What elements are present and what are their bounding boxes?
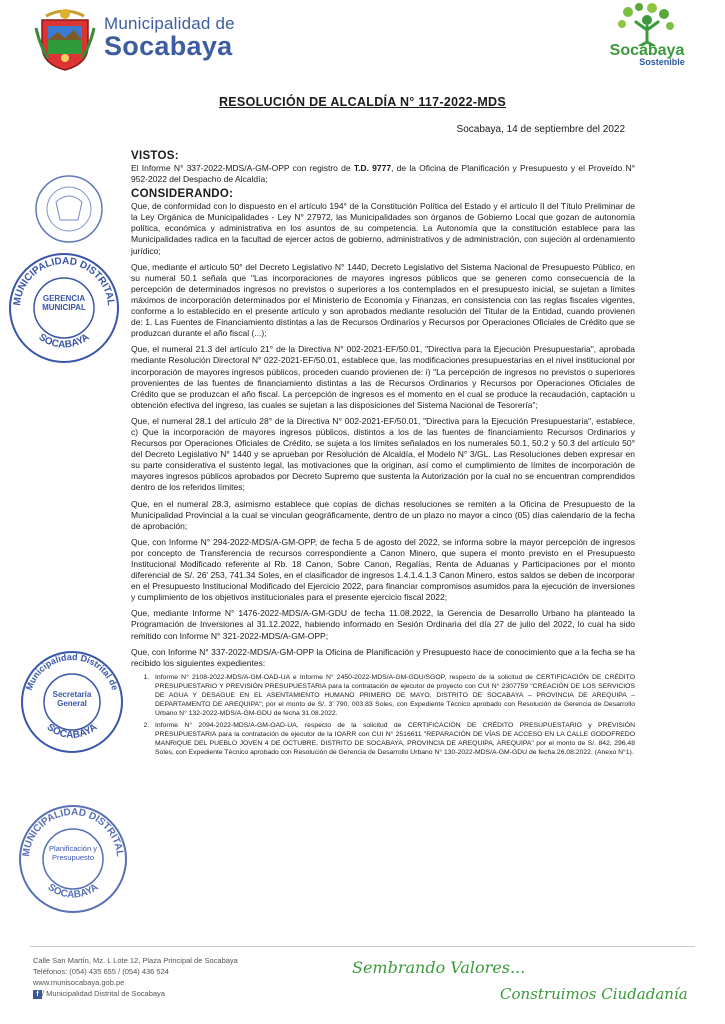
considerando-heading: CONSIDERANDO: xyxy=(131,188,234,201)
considerando-paragraph: Que, el numeral 28.1 del artículo 28° de la Directiva N° 002-2021-EF/50.01, "Directiva para la Ejecución Presupuestaria", establece, c) Que la incorporación de mayores ingresos públicos, distintos a los de las fuentes de financiamiento Recursos Ordinarios y Recursos por Operaciones Oficiales de Crédito, se sujeta a los límites señalados en los numerales 50.1, 50.2 y 50.3 del artículo 50° del Decreto Legislativo N° 1440 y se aprueban por Resolución de Alcaldía, el Modelo N° 3/GL. Las Resoluciones deben expresar en su parte considerativa el sustento legal, las motivaciones que la originan, así como el cumplimiento de límites de incorporación de mayores ingresos públicos aprobados por Decreto Supremo que sustenta la Autorización por la cual no se encuentran comprendidos dentro de los referidos límites; xyxy=(131,415,635,493)
gerencia-stamp-bottom: SOCABAYA xyxy=(36,331,92,351)
resolution-date: Socabaya, 14 de septiembre del 2022 xyxy=(456,124,625,135)
svg-text:SOCABAYA xyxy=(46,882,101,901)
considerando-paragraph: Que, con Informe N° 294-2022-MDS/A-GM-OPP, de fecha 5 de agosto del 2022, se informa sobre la mayor percepción de ingresos por concepto de Transferencia de recursos correspondiente a Canon Minero, que supera el monto previsto en el Presupuesto Institucional Modificado referente al Rb. 18 Canon, Sobre Canon, Regalías, Renta de Aduanas y Participaciones por el monto diferencial de S/. 26' 253, 741.34 Soles, en el clasificador de ingresos 1.4.1.4.1.3 Canon Minero, estos saldos se deben de incorporar en el Presupuesto Institucional Modificado del Ejercicio 2022, para financiar compromisos asumidos para la ejecución de inversiones y cumplimiento de los objetivos institucionales para el presente ejercicio fiscal 2022; xyxy=(131,536,635,603)
footer-slogan-1: Sembrando Valores... xyxy=(352,958,526,977)
considerando-paragraph: Que, de conformidad con lo dispuesto en el artículo 194° de la Constitución Política del Estado y el artículo II del Título Preliminar de la Ley Orgánica de Municipalidades - Ley N° 27972, las Municipalidades son órganos de Gobierno Local que gozan de autonomía política, económica y administrativa en los asuntos de su competencia. La Autonomía que la constitución establece para las Municipalidades radica en la facultad de ejercer actos de gobierno, administrativos y de administración, con sujeción al ordenamiento jurídico; xyxy=(131,201,635,256)
footer-address: Calle San Martín, Mz. L Lote 12, Plaza Principal de Socabaya xyxy=(33,956,238,965)
planif-stamp-top: MUNICIPALIDAD DISTRITAL xyxy=(20,806,126,858)
footer-contact xyxy=(33,955,238,999)
secretaria-stamp-bottom: SOCABAYA xyxy=(44,721,100,741)
socabaya-sostenible-logo xyxy=(588,2,706,78)
svg-text:Municipalidad Distrital de xyxy=(24,652,120,692)
gerencia-municipal-stamp xyxy=(4,248,124,373)
brand-right-name: Socabaya xyxy=(609,42,685,59)
expediente-item: 2. Informe N° 2094-2022-MDS/A-GM-OAD-UA, respecto de la solicitud de CERTIFICACIÓN DE CRÉDITO PRESUPUESTARIO y PREVISIÓN PRESUPUESTARIA para la contratación de ejecutor de la IOARR con CUI N° 2516611 "REPARACIÓN DE VÍAS DE ACCESO EN LA CALLE GODOFREDO MANRIQUE DEL PUEBLO JOVEN 4 DE OCTUBRE, DISTRITO DE SOCABAYA, PROVINCIA DE AREQUIPA, AREQUIPA" por el monto de S/. 842, 296.48 Soles, con Expediente Técnico aprobado con Resolución de Gerencia de Desarrollo Urbano N° 130-2022-MDS/A-GM-GDU de fecha 26.08.2022. (Anexo N°1). xyxy=(151,721,635,757)
vistos-heading: VISTOS: xyxy=(131,150,179,162)
svg-text:SOCABAYA xyxy=(37,332,92,351)
resolution-body xyxy=(131,150,635,760)
expediente-item: 1. Informe N° 2108-2022-MDS/A-GM-OAD-UA e Informe N° 2450-2022-MDS/A-GM-GDU/SGOP, respecto de la solicitud de CERTIFICACIÓN DE CRÉDITO PRESUPUESTARIO Y PREVISIÓN PRESUPUESTARIA para la contratación de ejecutor de proyecto con CUI N° 2307759 "CREACIÓN DE LOS SERVICIOS DE AGUA Y DESAGUE EN EL ASENTAMIENTO HUMANO PRIMERO DE MAYO, DISTRITO DE SOCABAYA – PROVINCIA DE AREQUIPA – DEPARTAMENTO DE AREQUIPA"; por el monto de S/. 3' 790, 003.83 Soles, con Expediente Técnico aprobado con Resolución de Gerencia de Desarrollo Urbano N° 132-2022-MDS/A-GM-GDU de fecha 31.08.2022. xyxy=(151,673,635,718)
considerando-paragraph: Que, mediante Informe N° 1476-2022-MDS/A-GM-GDU de fecha 11.08.2022, la Gerencia de Desarrollo Urbano ha planteado la Programación de Inversiones al 31.12.2022, habiendo informado en Sesión Ordinaria del día 27 de julio del 2022, lo cual ha sido remitido con Informe N° 321-2022-MDS/A-GM-OPP; xyxy=(131,608,635,641)
footer-phones: Teléfonos: (054) 435 655 / (054) 436 524 xyxy=(33,967,169,976)
considerando-paragraph: Que, mediante el artículo 50° del Decreto Legislativo N° 1440, Decreto Legislativo del Sistema Nacional de Presupuesto Público, en su numeral 50.1 señala que "Las incorporaciones de mayores ingresos públicos que se generen como consecuencia de la percepción de determinados ingresos no previstos o superiores a los contemplados en el presupuesto inicial, se sujetan a límites máximos de incorporación determinados por el Ministerio de Economía y Finanzas, en consistencia con las reglas fiscales vigentes, conforme a lo establecido en el presente artículo y son aprobados mediante resolución del Titular de la Entidad, cuando provienen de: 1. Las Fuentes de Financiamiento distintas a las de Recursos Ordinarios y Recursos por Operaciones Oficiales de Crédito que se produzcan durante el año fiscal (...); xyxy=(131,261,635,339)
header-line1: Municipalidad de xyxy=(104,14,235,33)
considerando-paragraph: Que, con Informe N° 337-2022-MDS/A-GM-OPP la Oficina de Planificación y Presupuesto hace de conocimiento que a la fecha se ha recibido los siguientes expedientes: xyxy=(131,646,635,668)
secretaria-stamp-mid: Secretaría General xyxy=(52,690,92,708)
expedientes-list xyxy=(131,673,635,757)
municipal-crest-logo xyxy=(34,6,96,72)
secretaria-general-stamp xyxy=(16,646,128,763)
facebook-icon: f xyxy=(33,990,42,999)
vistos-paragraph: El Informe N° 337-2022-MDS/A-GM-OPP con registro de T.D. 9777, de la Oficina de Planificación y Presupuesto y el Proveído N° 952-2022 del Despacho de Alcaldía; xyxy=(131,163,635,185)
small-seal-stamp xyxy=(32,172,106,251)
brand-right-sub: Sostenible xyxy=(639,57,685,67)
planif-stamp-bottom: SOCABAYA xyxy=(45,881,101,901)
header-line2: Socabaya xyxy=(104,31,233,61)
considerando-paragraph: Que, el numeral 21.3 del artículo 21° de la Directiva N° 002-2021-EF/50.01, "Directiva para la Ejecución Presupuestaria", aprobada mediante Resolución Directoral N° 022-2021-EF/50.01, establece que, las modificaciones presupuestarias en el nivel institucional por incorporación de mayores ingresos públicos, proceden cuando provienen de: i) "La percepción de ingresos no previstos o superiores provenientes de las fuentes de financiamiento distintas a las de Recursos Ordinarios y Recursos por Operaciones Oficiales de Crédito que se produzcan el año fiscal. La percepción de ingresos es el momento en el cual se produce la recaudación, captación u obtención efectiva del ingreso, las cuales se sujetan a las disposiciones del Sistema Nacional de Tesorería"; xyxy=(131,344,635,410)
considerando-paragraph: Que, en el numeral 28.3, asimismo establece que copias de dichas resoluciones se remiten a la Oficina de Presupuesto de la Municipalidad Provincial a la cual se vinculan geográficamente, dentro de un plazo no mayor a cinco (05) días calendario de la fecha de aprobación; xyxy=(131,498,635,531)
svg-text:SOCABAYA xyxy=(45,722,100,741)
footer-slogan-2: Construimos Ciudadanía xyxy=(500,985,688,1003)
secretaria-stamp-top: Municipalidad Distrital de xyxy=(23,651,121,692)
resolution-title: RESOLUCIÓN DE ALCALDÍA N° 117-2022-MDS xyxy=(218,95,507,109)
footer-social[interactable]: f / Municipalidad Distrital de Socabaya xyxy=(33,988,238,999)
header-municipality-name xyxy=(104,14,235,62)
footer-web[interactable]: www.munisocabaya.gob.pe xyxy=(33,978,125,987)
tree-figure-icon xyxy=(612,2,682,46)
planificacion-presupuesto-stamp xyxy=(14,800,132,923)
gerencia-stamp-mid: GERENCIA MUNICIPAL xyxy=(42,294,86,312)
planif-stamp-mid: Planificación y Presupuesto xyxy=(49,844,97,862)
gerencia-stamp-top: MUNICIPALIDAD DISTRITAL xyxy=(11,255,117,307)
footer-divider xyxy=(30,946,695,947)
